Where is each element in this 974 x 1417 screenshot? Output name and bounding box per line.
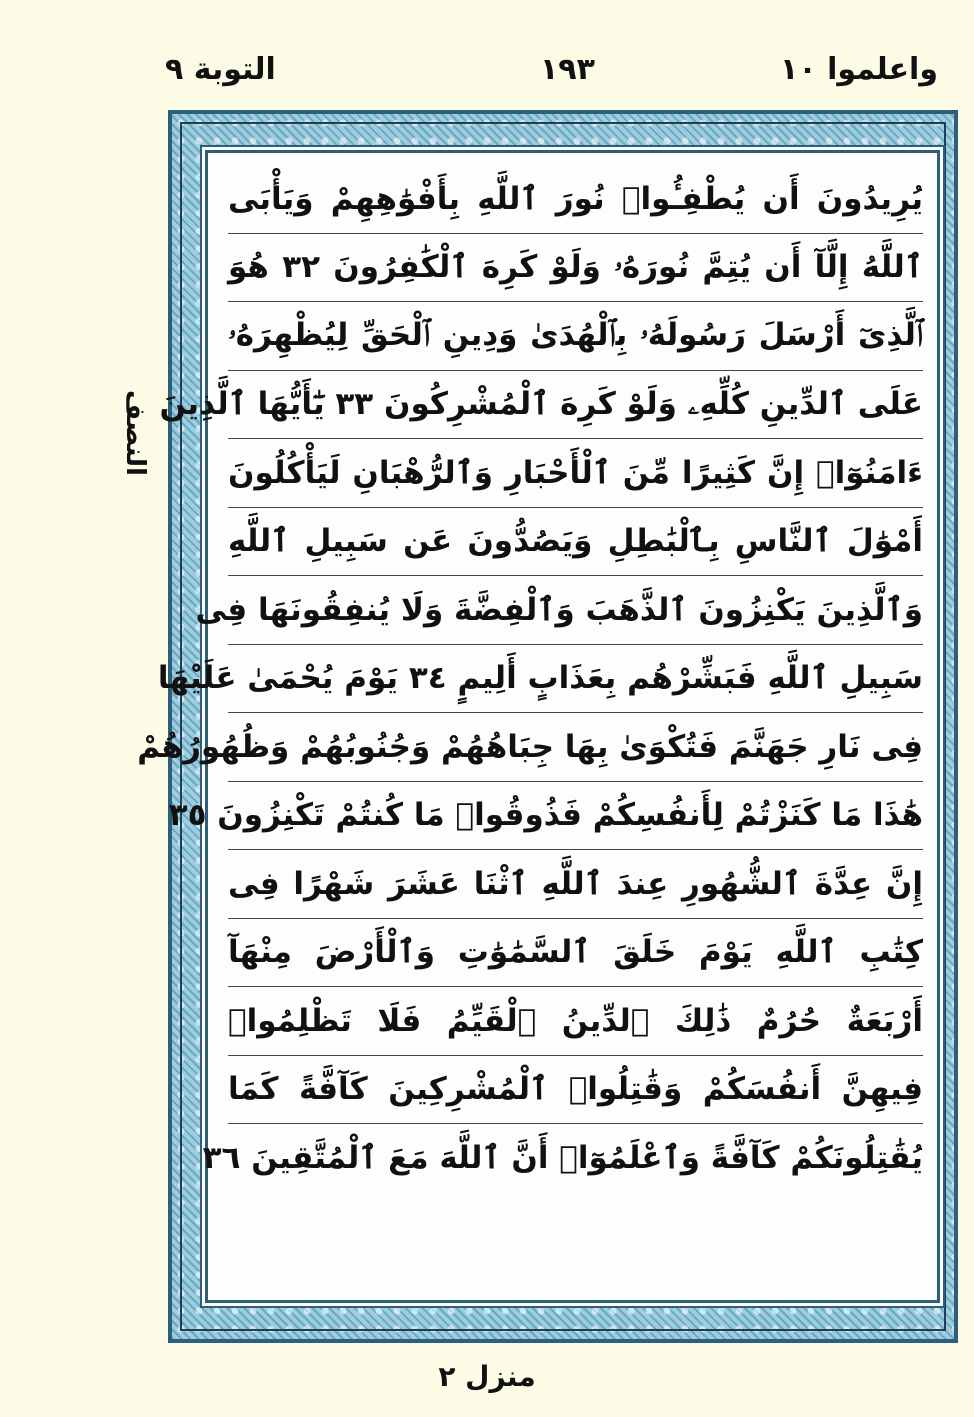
text-line xyxy=(228,439,923,508)
text-line xyxy=(228,165,923,234)
text-line xyxy=(228,1056,923,1125)
text-line xyxy=(137,713,923,782)
line-text: سَبِيلِ ٱللَّهِ فَبَشِّرْهُم بِعَذَابٍ أَلِيمٍ ٣٤ يَوْمَ يُحْمَىٰ عَلَيْهَا xyxy=(157,660,923,697)
text-line xyxy=(157,645,923,714)
line-text: وَٱلَّذِينَ يَكْنِزُونَ ٱلذَّهَبَ وَٱلْفِضَّةَ وَلَا يُنفِقُونَهَا فِى xyxy=(195,591,923,628)
text-line xyxy=(228,987,923,1056)
text-line xyxy=(228,850,923,919)
text-line xyxy=(228,508,923,577)
text-panel xyxy=(137,150,940,1303)
text-line xyxy=(228,234,923,303)
line-text: يُقَٰتِلُونَكُمْ كَآفَّةً وَٱعْلَمُوٓا۟ أَنَّ ٱللَّهَ مَعَ ٱلْمُتَّقِينَ ٣٦ xyxy=(202,1140,923,1177)
manzil-label: منزل ٢ xyxy=(438,1360,536,1393)
line-text: عَلَى ٱلدِّينِ كُلِّهِۦ وَلَوْ كَرِهَ ٱلْمُشْرِكُونَ ٣٣ يَٰٓأَيُّهَا ٱلَّذِينَ xyxy=(159,385,923,422)
line-text: أَرْبَعَةٌ حُرُمٌ ذَٰلِكَ ٱلدِّينُ ٱلْقَيِّمُ فَلَا تَظْلِمُوا۟ xyxy=(228,1002,923,1039)
text-line xyxy=(228,302,923,371)
line-text: ٱللَّهُ إِلَّآ أَن يُتِمَّ نُورَهُۥ وَلَوْ كَرِهَ ٱلْكَٰفِرُونَ ٣٢ هُوَ xyxy=(228,248,923,285)
juz-name: واعلموا ١٠ xyxy=(780,52,938,87)
page-footer xyxy=(0,1360,974,1393)
line-text: فِى نَارِ جَهَنَّمَ فَتُكْوَىٰ بِهَا جِبَاهُهُمْ وَجُنُوبُهُمْ وَظُهُورُهُمْ xyxy=(137,728,923,765)
page-header xyxy=(0,52,974,102)
line-text: هَٰذَا مَا كَنَزْتُمْ لِأَنفُسِكُمْ فَذُوقُوا۟ مَا كُنتُمْ تَكْنِزُونَ ٣٥ xyxy=(168,797,923,834)
line-text: ءَامَنُوٓا۟ إِنَّ كَثِيرًا مِّنَ ٱلْأَحْبَارِ وَٱلرُّهْبَانِ لَيَأْكُلُونَ xyxy=(228,454,923,491)
line-text: يُرِيدُونَ أَن يُطْفِـُٔوا۟ نُورَ ٱللَّهِ بِأَفْوَٰهِهِمْ وَيَأْبَى xyxy=(228,180,923,217)
line-text: ٱلَّذِىٓ أَرْسَلَ رَسُولَهُۥ بِٱلْهُدَىٰ وَدِينِ ٱلْحَقِّ لِيُظْهِرَهُۥ xyxy=(228,317,923,354)
line-text: كِتَٰبِ ٱللَّهِ يَوْمَ خَلَقَ ٱلسَّمَٰوَٰتِ وَٱلْأَرْضَ مِنْهَآ xyxy=(228,934,923,971)
line-text: فِيهِنَّ أَنفُسَكُمْ وَقَٰتِلُوا۟ ٱلْمُشْرِكِينَ كَآفَّةً كَمَا xyxy=(228,1071,923,1108)
surah-name: التوبة ٩ xyxy=(165,52,276,87)
verse-lines xyxy=(137,165,923,1193)
page-number: ١٩٣ xyxy=(540,52,595,87)
text-line xyxy=(202,1124,923,1193)
line-text: إِنَّ عِدَّةَ ٱلشُّهُورِ عِندَ ٱللَّهِ ٱثْنَا عَشَرَ شَهْرًا فِى xyxy=(228,865,923,902)
text-line xyxy=(168,782,923,851)
side-marker: النصف xyxy=(120,390,150,476)
text-line xyxy=(228,919,923,988)
text-line xyxy=(159,371,923,440)
text-line xyxy=(195,576,923,645)
line-text: أَمْوَٰلَ ٱلنَّاسِ بِٱلْبَٰطِلِ وَيَصُدُّونَ عَن سَبِيلِ ٱللَّهِ xyxy=(228,523,923,560)
